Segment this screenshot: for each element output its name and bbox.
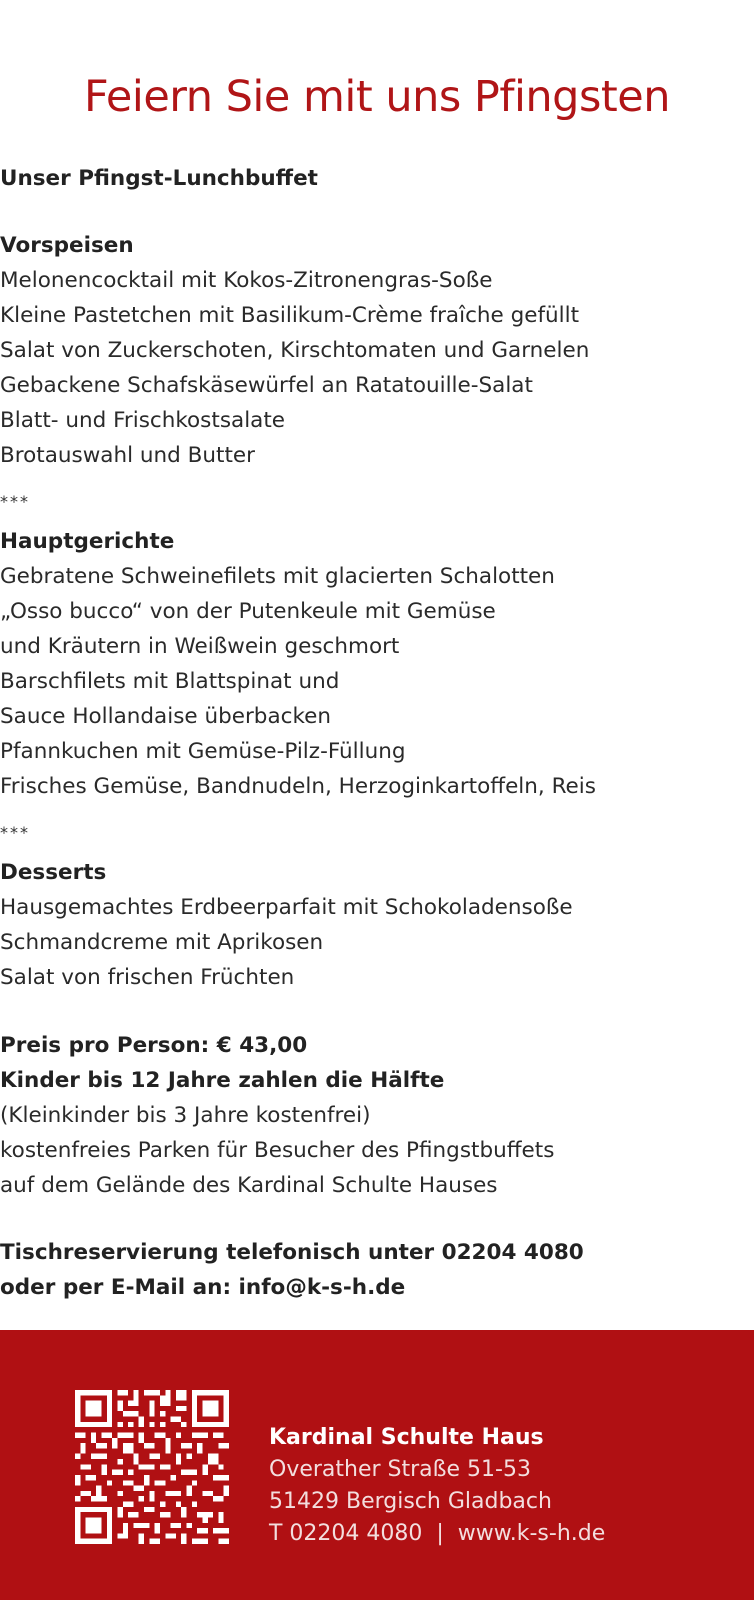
section-heading-vorspeisen: Vorspeisen [0, 233, 134, 258]
children-price: Kinder bis 12 Jahre zahlen die Hälfte [0, 1068, 445, 1093]
reservation-phone: Tischreservierung telefonisch unter 02204 4080 [0, 1240, 584, 1265]
menu-item: Blatt- und Frischkostsalate [0, 408, 286, 433]
address-street: Overather Straße 51-53 [269, 1457, 531, 1482]
menu-item: Sauce Hollandaise überbacken [0, 704, 331, 729]
menu-item: Kleine Pastetchen mit Basilikum-Crème fraîche gefüllt [0, 303, 580, 328]
menu-item: Frisches Gemüse, Bandnudeln, Herzoginkartoffeln, Reis [0, 774, 596, 799]
menu-item: Barschfilets mit Blattspinat und [0, 669, 340, 694]
organization-name: Kardinal Schulte Haus [269, 1425, 544, 1450]
section-heading-hauptgerichte: Hauptgerichte [0, 529, 175, 554]
address-city: 51429 Bergisch Gladbach [269, 1489, 552, 1514]
section-desserts [0, 855, 754, 995]
menu-item: Salat von frischen Früchten [0, 965, 295, 990]
contact-block [269, 1422, 605, 1550]
phone-and-website[interactable]: T 02204 4080 | www.k-s-h.de [269, 1521, 606, 1546]
menu-item: Pfannkuchen mit Gemüse-Pilz-Füllung [0, 739, 406, 764]
reservation-email: oder per E-Mail an: info@k-s-h.de [0, 1275, 406, 1300]
menu-item: Gebackene Schafskäsewürfel an Ratatouille-Salat [0, 373, 533, 398]
menu-item: Salat von Zuckerschoten, Kirschtomaten und Garnelen [0, 338, 590, 363]
menu-item: Gebratene Schweinefilets mit glacierten Schalotten [0, 564, 555, 589]
menu-item: Melonencocktail mit Kokos-Zitronengras-Soße [0, 268, 493, 293]
section-separator: *** [0, 823, 30, 842]
menu-item: „Osso bucco“ von der Putenkeule mit Gemüse [0, 599, 496, 624]
section-vorspeisen [0, 228, 754, 473]
footer-band [0, 1330, 754, 1600]
page-title: Feiern Sie mit uns Pfingsten [84, 72, 670, 122]
price-per-person: Preis pro Person: € 43,00 [0, 1033, 308, 1058]
section-heading-desserts: Desserts [0, 860, 107, 885]
parking-note: kostenfreies Parken für Besucher des Pfingstbuffets [0, 1138, 555, 1163]
menu-item: und Kräutern in Weißwein geschmort [0, 634, 400, 659]
menu-subtitle: Unser Pfingst-Lunchbuffet [0, 166, 318, 191]
parking-note: auf dem Gelände des Kardinal Schulte Hauses [0, 1173, 498, 1198]
section-hauptgerichte [0, 524, 754, 804]
menu-item: Brotauswahl und Butter [0, 443, 255, 468]
menu-item: Hausgemachtes Erdbeerparfait mit Schokoladensoße [0, 895, 573, 920]
menu-item: Schmandcreme mit Aprikosen [0, 930, 324, 955]
reservation-info [0, 1235, 754, 1305]
pricing-info [0, 1028, 754, 1203]
section-separator: *** [0, 492, 30, 511]
toddler-note: (Kleinkinder bis 3 Jahre kostenfrei) [0, 1103, 371, 1128]
qr-code-icon[interactable] [75, 1390, 229, 1544]
